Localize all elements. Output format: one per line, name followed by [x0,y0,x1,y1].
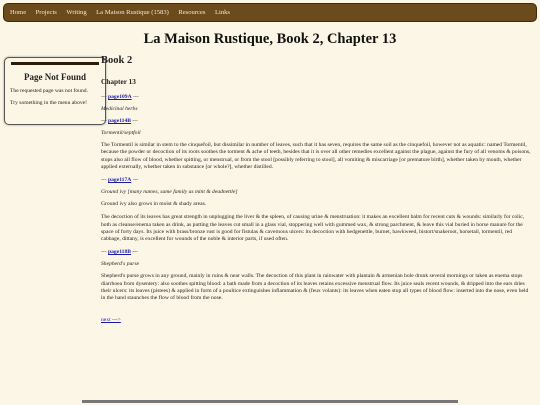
body-paragraph: The decoction of its leaves has great strength in unplugging the liver & the spleen, of causing urine & menstruation: it makes an excellent balm for recent cuts & wounds: similarly for colic, both as cleanse/enema taken as drink, as putting the leaves cut small in a glass vial, stoppering well with gummed wax, & strong parchment, & leave this vial buried in horse manure for the space of forty days. Its juice with brass/bronze rust is good for fistulas & cavernous ulcers: its decoction with hedgenettle, burnet, hawkweed, bistort/snakeroot, horsetail, tormentil, red cabbage, dittany, is excellent for wounds of the noble & interior parts, if used often. [101,214,525,243]
main-content [101,55,536,326]
body-paragraph: The Tormentil is similar in stem to the cinquefoil, but dissimilar in number of leaves, such that it has seven, requires the same soil as the cinquefoil, however not as aquatic: named Tormentil, because the powder or decoction of its roots soothes the torment & ache of teeth, besides that it is over all other remedies excellent against the plague, against the fury of all venoms & poisons, stops also all flow of blood, whether spitting, or menstrual, or from the stool [possibly referring to stool], all vomiting & miscarriage [or premature birth], whether taken by mouth, whether applied externally, whether taken in substance [or whole?], whether distilled. [101,142,531,170]
sidebar-heading: Page Not Found [23,72,86,82]
nav-writing[interactable]: Writing [66,9,87,16]
body-paragraph: Ground ivy also grows in moist & shady areas. [101,201,207,208]
nav-projects[interactable]: Projects [35,9,57,16]
sidebar-divider [11,62,99,65]
book-heading: Book 2 [101,55,133,66]
section-subtitle: Ground ivy [many names, same family as mint & deadnettle] [101,189,238,196]
page-title: La Maison Rustique, Book 2, Chapter 13 [143,31,397,47]
sidebar-message-1: The requested page was not found. [10,88,88,94]
sidebar-not-found-box [4,57,106,125]
page-link[interactable]: page117A [108,177,132,184]
sidebar-message-2: Try something in the menu above! [10,99,88,106]
page-link[interactable]: page109A [108,94,132,100]
nav-la-maison-rustique[interactable]: La Maison Rustique (1583) [96,9,169,16]
section-subtitle: Medicinal herbs [101,106,138,112]
body-paragraph: Shepherd's purse grows in any ground, mainly in ruins & near walls. The decoction of this plant in rainwater with plantain & armenian bole drunk several mornings or taken as enema stops diarrhoea from dysentery: also soothes spitting blood: a bath made from a decoction of its leaves retains excessive menstrual flow. Its juice seals recent wounds, & dripped into the ears dries their ulcers: its leaves (pistees) & applied in form of a poultice extinguishes inflammation & (feux volants): its leaves when eaten stop all types of blood flow: inserted into the nose, even held in the hand staunches the flow of blood from the nose. [101,273,529,302]
horizontal-scrollbar[interactable] [82,400,458,403]
top-nav-bar [3,3,537,22]
section-subtitle: Shepherd's purse [101,261,140,268]
chapter-heading: Chapter 13 [101,77,136,86]
page-link[interactable]: page114B [108,118,132,124]
page-marker: --- page117A --- [101,177,139,184]
section-subtitle: Tormentil/septfoil [101,130,141,136]
page-marker: --- page118B --- [101,249,139,256]
page-link[interactable]: page118B [108,249,132,256]
next-page-link[interactable]: next ---> [101,317,121,324]
nav-resources[interactable]: Resources [178,9,206,16]
page-marker: --- page109A --- [101,94,139,100]
nav-home[interactable]: Home [10,9,27,16]
nav-links[interactable]: Links [214,9,230,16]
page-marker: --- page114B --- [101,118,139,124]
